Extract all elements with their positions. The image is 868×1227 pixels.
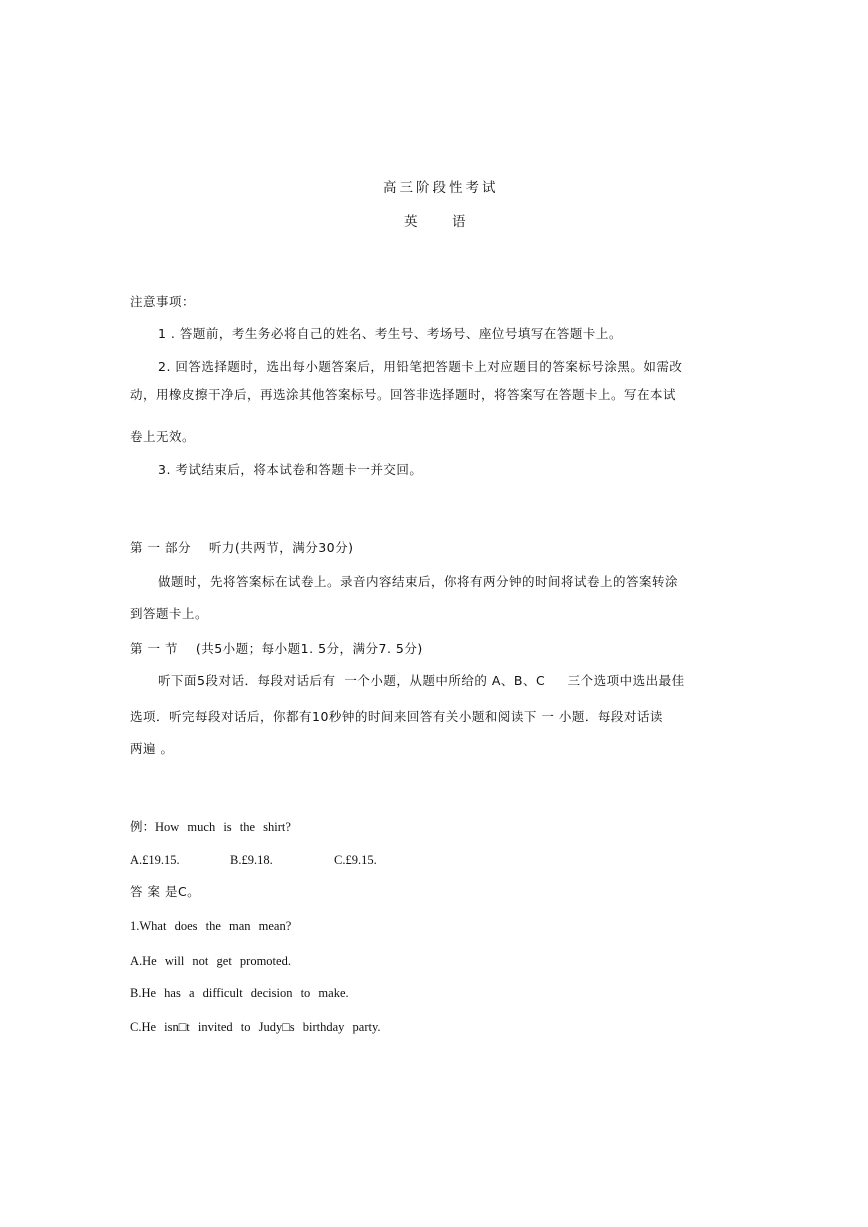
notice-item-1: 1 . 答题前，考生务必将自己的姓名、考生号、考场号、座位号填写在答题卡上。 (158, 326, 622, 341)
section1-instruction-line-1: 听下面5段对话．每段对话后有 一个小题，从题中所给的 A、B、C 三个选项中选出最佳 (158, 673, 685, 688)
part1-heading: 第 一 部分 听力(共两节，满分30分) (130, 540, 354, 555)
section1-heading: 第 一 节 (共5小题；每小题1. 5分，满分7. 5分) (130, 641, 423, 656)
example-question: 例：How much is the shirt? (130, 820, 291, 834)
notice-item-2-line-3: 卷上无效。 (130, 429, 196, 444)
example-option-a: A.£19.15. (130, 853, 180, 867)
example-option-b: B.£9.18. (230, 853, 273, 867)
notice-heading: 注意事项： (130, 294, 196, 309)
example-options (130, 852, 377, 868)
subject-char-2: 语 (452, 214, 466, 230)
question-1-option-a: A.He will not get promoted. (130, 954, 291, 968)
section1-instruction-line-3: 两遍 。 (130, 741, 174, 756)
question-1-option-c: C.He isn□t invited to Judy□s birthday party. (130, 1020, 381, 1034)
subject-char-1: 英 (404, 214, 418, 230)
example-option-c: C.£9.15. (334, 853, 377, 867)
part1-intro-line-1: 做题时，先将答案标在试卷上。录音内容结束后，你将有两分钟的时间将试卷上的答案转涂 (158, 574, 679, 589)
notice-item-3: 3. 考试结束后，将本试卷和答题卡一并交回。 (158, 462, 423, 477)
question-1: 1.What does the man mean? (130, 919, 292, 933)
section1-instruction-line-2: 选项．听完每段对话后，你都有10秒钟的时间来回答有关小题和阅读下 一 小题．每段对话读 (130, 709, 663, 724)
question-1-option-b: B.He has a difficult decision to make. (130, 986, 349, 1000)
example-answer: 答 案 是C。 (130, 884, 201, 899)
exam-title: 高三阶段性考试 (383, 180, 499, 196)
notice-item-2-line-2: 动，用橡皮擦干净后，再选涂其他答案标号。回答非选择题时，将答案写在答题卡上。写在本试 (130, 387, 677, 402)
notice-item-2-line-1: 2. 回答选择题时，选出每小题答案后，用铅笔把答题卡上对应题目的答案标号涂黑。如需改 (158, 359, 683, 374)
part1-intro-line-2: 到答题卡上。 (130, 606, 209, 621)
